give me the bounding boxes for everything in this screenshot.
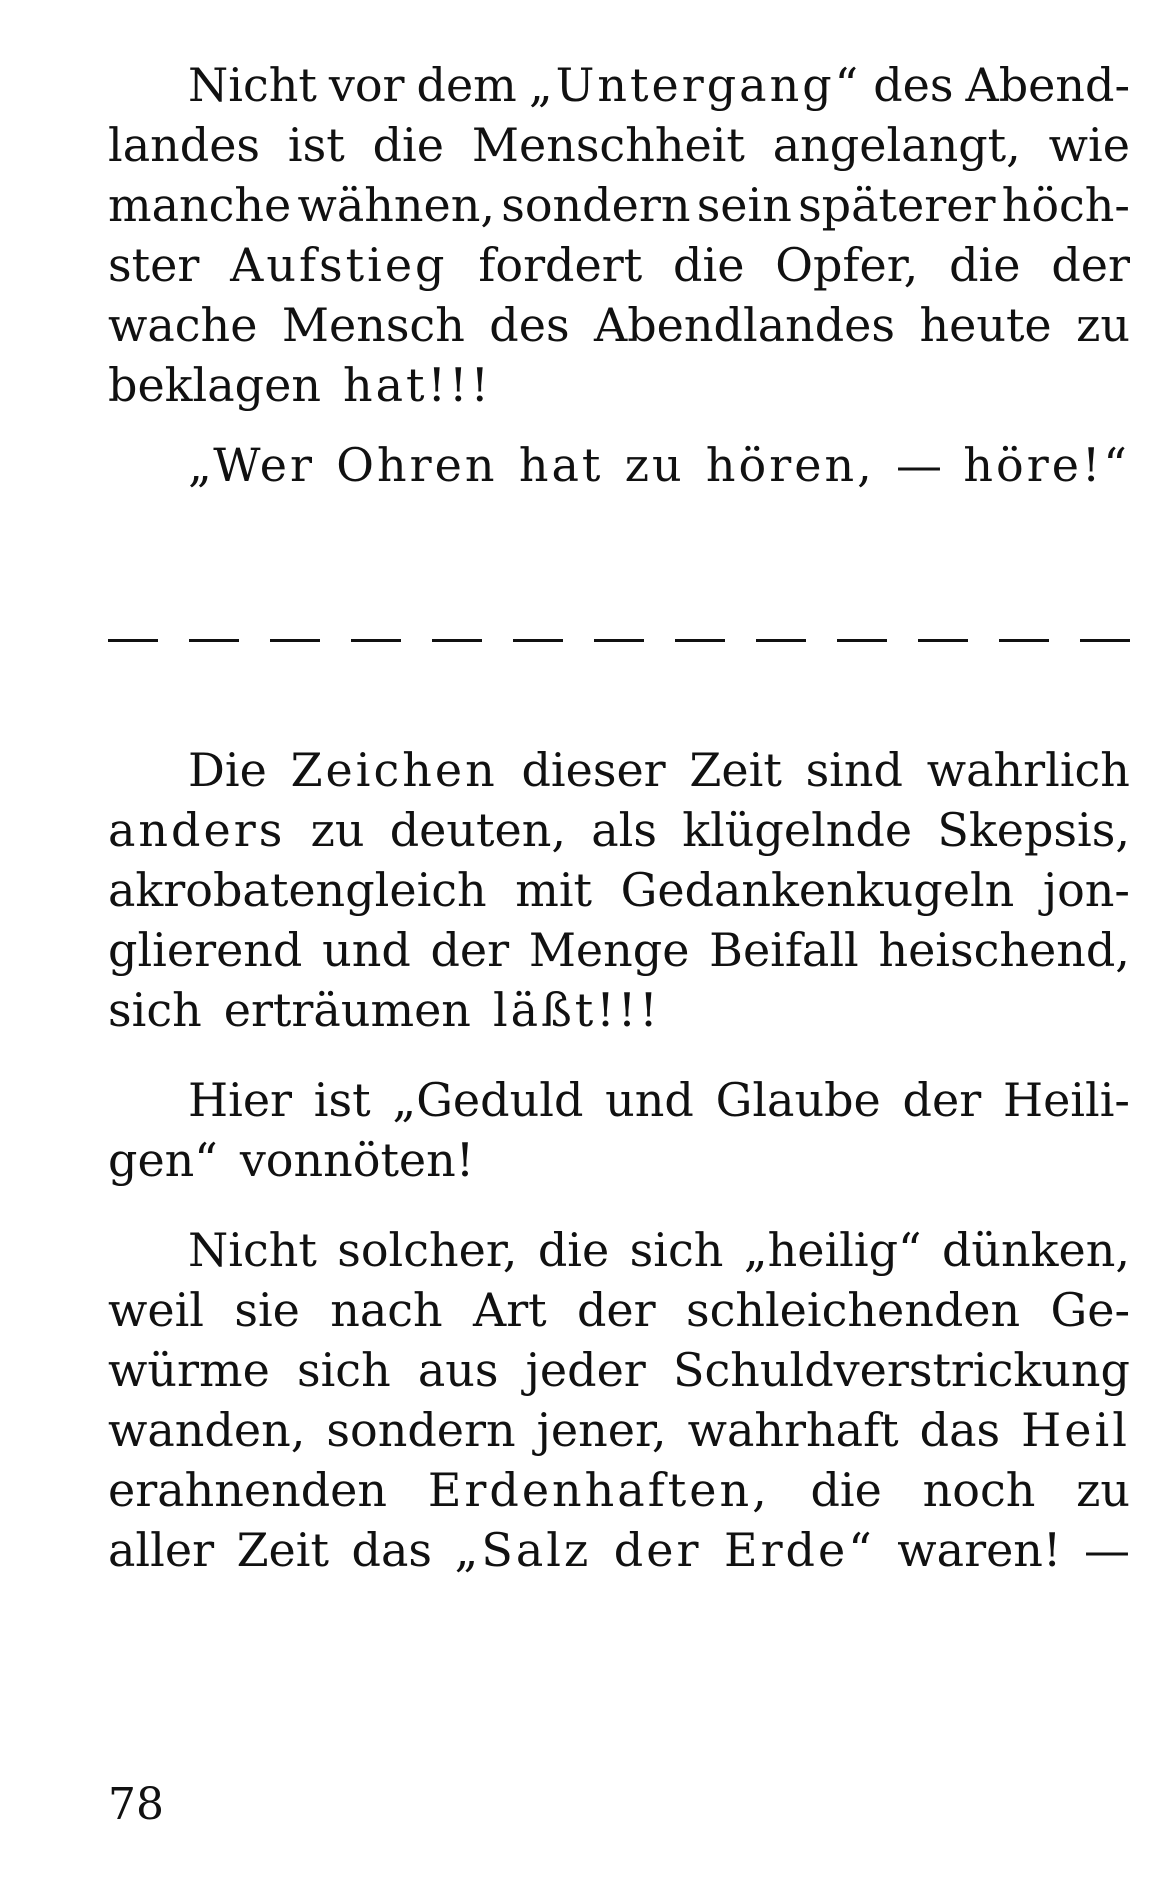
word: Menschheit [471, 118, 745, 172]
word: die [673, 238, 745, 292]
word: Ohren [336, 438, 498, 492]
word: Gedankenkugeln [620, 863, 1015, 917]
text-line [108, 1125, 1130, 1195]
word: hören, [705, 438, 875, 492]
dash-mark [999, 639, 1049, 642]
word: Opfer, [775, 238, 919, 292]
word: Aufstieg [230, 238, 448, 292]
word: Erde“ [723, 1523, 875, 1577]
word: „Salz [454, 1523, 592, 1577]
word: Ge- [1050, 1283, 1130, 1337]
word: zu [310, 803, 365, 857]
word: erahnenden [108, 1463, 388, 1517]
word: aus [417, 1343, 499, 1397]
word: gen“ [108, 1133, 218, 1187]
word: des [489, 298, 570, 352]
dash-mark [837, 639, 887, 642]
word: ster [108, 238, 200, 292]
word: Art [472, 1283, 547, 1337]
word: Schuldverstrickung [672, 1343, 1130, 1397]
word: Beifall [709, 923, 859, 977]
word: mit [515, 863, 593, 917]
word: schleichenden [685, 1283, 1021, 1337]
word: glierend [108, 923, 303, 977]
word: Zeit [689, 743, 782, 797]
dash-mark [918, 639, 968, 642]
word: Hier [188, 1073, 293, 1127]
dash-mark [594, 639, 644, 642]
word: sein [696, 178, 792, 232]
word: Heili- [1002, 1073, 1130, 1127]
dash-mark [189, 639, 239, 642]
word: klügelnde [682, 803, 913, 857]
word: die [810, 1463, 882, 1517]
word: läßt!!! [492, 983, 661, 1037]
word: Die [188, 743, 267, 797]
word: nach [330, 1283, 443, 1337]
word: würme [108, 1343, 270, 1397]
word: Zeichen [290, 743, 498, 797]
word: sondern [501, 178, 691, 232]
dashed-separator [108, 620, 1130, 660]
word: Nicht [188, 58, 317, 112]
word: sind [805, 743, 903, 797]
word: jon- [1042, 863, 1130, 917]
dash-mark [675, 639, 725, 642]
word: fordert [478, 238, 643, 292]
word: aller [108, 1523, 215, 1577]
word: dem [416, 58, 517, 112]
word: „heilig“ [743, 1223, 922, 1277]
word: und [322, 923, 411, 977]
word: Abend- [965, 58, 1130, 112]
word: — [896, 438, 943, 492]
dash-mark [513, 639, 563, 642]
word: wahrhaft [687, 1403, 899, 1457]
word: wähnen, [297, 178, 496, 232]
word: Heil [1021, 1403, 1130, 1457]
word: wanden, [108, 1403, 306, 1457]
word: Nicht [188, 1223, 317, 1277]
word: dünken, [941, 1223, 1130, 1277]
text-line [108, 350, 1130, 420]
word: höch- [1001, 178, 1130, 232]
word: vor [328, 58, 405, 112]
word: deuten, [389, 803, 566, 857]
word: ist [287, 118, 345, 172]
word: der [902, 1073, 982, 1127]
word: wahrlich [926, 743, 1130, 797]
text-line [188, 430, 1130, 500]
dash-mark [756, 639, 806, 642]
word: Glaube [715, 1073, 881, 1127]
word: erträumen [223, 983, 471, 1037]
book-page [108, 0, 1130, 1900]
text-line [108, 975, 1130, 1045]
word: sich [108, 983, 202, 1037]
word: späterer [798, 178, 996, 232]
word: die [537, 1223, 610, 1277]
word: „Wer [188, 438, 315, 492]
dash-mark [1080, 639, 1130, 642]
word: solcher, [337, 1223, 518, 1277]
word: zu [1076, 298, 1130, 352]
word: zu [1076, 1463, 1130, 1517]
dash-mark [108, 639, 158, 642]
word: zu [624, 438, 685, 492]
word: der [430, 923, 510, 977]
word: heute [919, 298, 1052, 352]
word: wache [108, 298, 258, 352]
word: jener, [536, 1403, 667, 1457]
word: Menge [528, 923, 690, 977]
word: Erdenhaften, [427, 1463, 770, 1517]
word: manche [108, 178, 292, 232]
word: akrobatengleich [108, 863, 487, 917]
word: beklagen [108, 358, 321, 412]
word: landes [108, 118, 261, 172]
word: der [576, 1283, 656, 1337]
word: und [605, 1073, 694, 1127]
word: angelangt, [772, 118, 1021, 172]
text-line [108, 1515, 1130, 1585]
word: weil [108, 1283, 205, 1337]
word: heischend, [878, 923, 1130, 977]
word: wie [1048, 118, 1130, 172]
word: sich [629, 1223, 724, 1277]
word: Zeit [236, 1523, 329, 1577]
word: waren! [897, 1523, 1062, 1577]
word: „Geduld [392, 1073, 584, 1127]
word: der [1051, 238, 1130, 292]
word: sich [296, 1343, 391, 1397]
word: „Untergang“ [528, 58, 862, 112]
word: sondern [326, 1403, 516, 1457]
word: Mensch [281, 298, 465, 352]
word: Abendlandes [594, 298, 896, 352]
word: die [949, 238, 1021, 292]
word: als [591, 803, 657, 857]
word: ist [313, 1073, 371, 1127]
word: hat!!! [342, 358, 492, 412]
word: dieser [521, 743, 666, 797]
word: hat [518, 438, 604, 492]
dash-mark [270, 639, 320, 642]
dash-mark [432, 639, 482, 642]
word: Skepsis, [937, 803, 1130, 857]
word: — [1083, 1523, 1130, 1577]
word: höre!“ [963, 438, 1130, 492]
word: noch [922, 1463, 1036, 1517]
word: vonnöten! [239, 1133, 475, 1187]
word: jeder [525, 1343, 646, 1397]
word: der [613, 1523, 702, 1577]
word: das [919, 1403, 1001, 1457]
dash-mark [351, 639, 401, 642]
word: anders [108, 803, 286, 857]
word: sie [234, 1283, 300, 1337]
word: des [873, 58, 954, 112]
word: das [351, 1523, 432, 1577]
page-number: 78 [108, 1779, 164, 1830]
word: die [372, 118, 444, 172]
